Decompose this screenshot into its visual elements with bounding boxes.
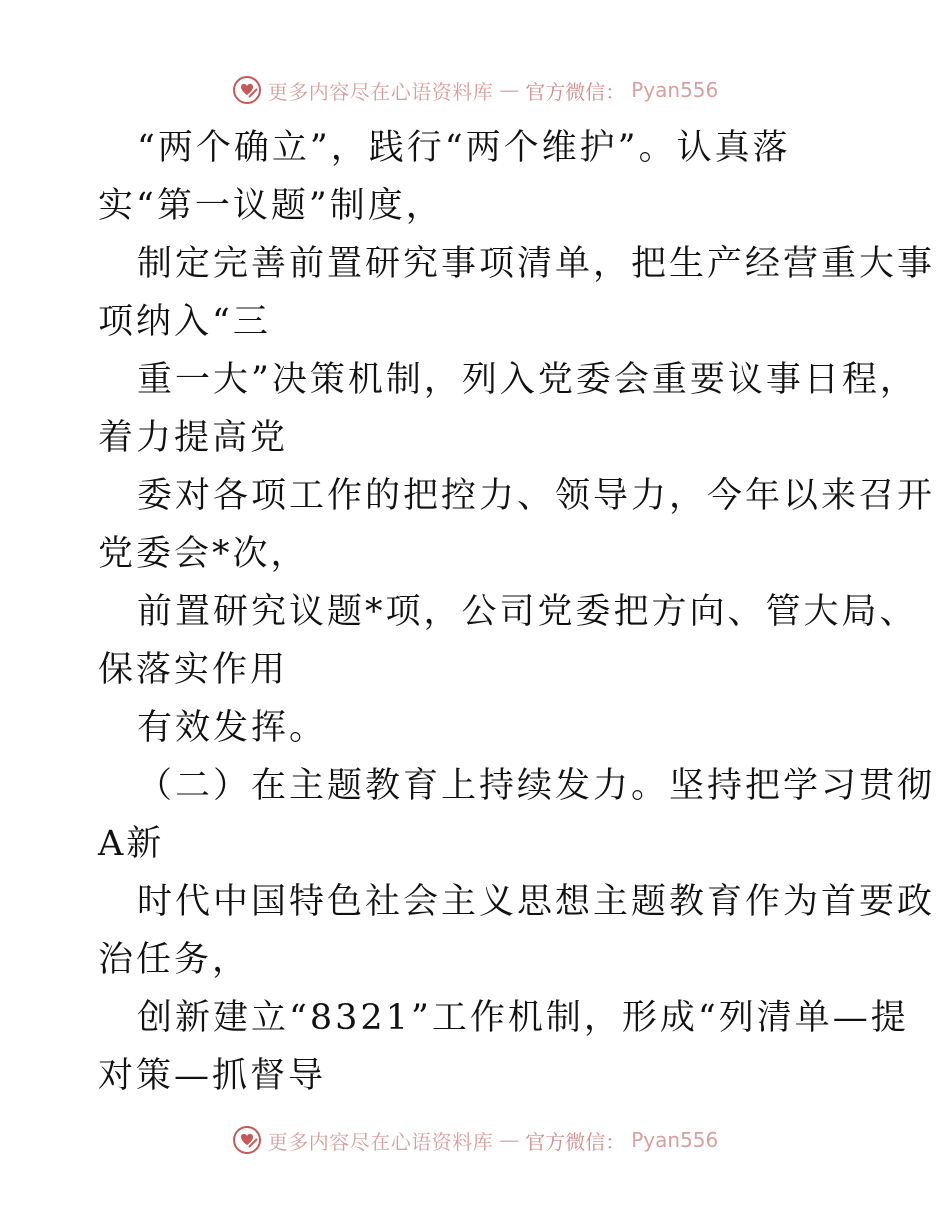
body-line: “两个确立”，践行“两个维护”。认真落 — [137, 128, 791, 168]
body-line: 时代中国特色社会主义思想主题教育作为首要政 — [137, 882, 936, 922]
body-line: 项纳入“三 — [98, 302, 271, 342]
body-line: 保落实作用 — [98, 650, 289, 690]
watermark-dash: — — [499, 78, 520, 102]
heart-pen-logo-icon — [232, 1125, 262, 1155]
body-line: 前置研究议题*项，公司党委把方向、管大局、 — [137, 592, 918, 632]
body-line: 着力提高党 — [98, 418, 289, 458]
body-line: 有效发挥。 — [137, 708, 328, 748]
watermark-contact-label: 官方微信： — [525, 1129, 626, 1154]
body-line: 党委会*次， — [98, 534, 309, 574]
watermark-dash: — — [499, 1128, 520, 1152]
watermark-text: 更多内容尽在心语资料库 — [267, 79, 494, 104]
watermark-contact-label: 官方微信： — [525, 79, 626, 104]
watermark-text: 更多内容尽在心语资料库 — [267, 1129, 494, 1154]
body-line: 对策—抓督导 — [98, 1056, 327, 1096]
watermark-wechat-id: Pyan556 — [631, 1128, 719, 1152]
body-line: 重一大”决策机制，列入党委会重要议事日程， — [137, 360, 918, 400]
body-line: 实“第一议题”制度， — [98, 186, 444, 226]
body-line: 委对各项工作的把控力、领导力，今年以来召开 — [137, 476, 936, 516]
body-line: A新 — [98, 824, 165, 864]
footer-watermark — [0, 1120, 950, 1160]
body-line: 制定完善前置研究事项清单，把生产经营重大事 — [137, 244, 936, 284]
body-line: 治任务， — [98, 940, 251, 980]
header-watermark — [0, 70, 950, 110]
watermark-wechat-id: Pyan556 — [631, 78, 719, 102]
section-heading: （二）在主题教育上持续发力。坚持把学习贯彻 — [137, 766, 936, 806]
heart-pen-logo-icon — [232, 75, 262, 105]
body-line: 创新建立“8321”工作机制，形成“列清单—提 — [137, 998, 909, 1038]
